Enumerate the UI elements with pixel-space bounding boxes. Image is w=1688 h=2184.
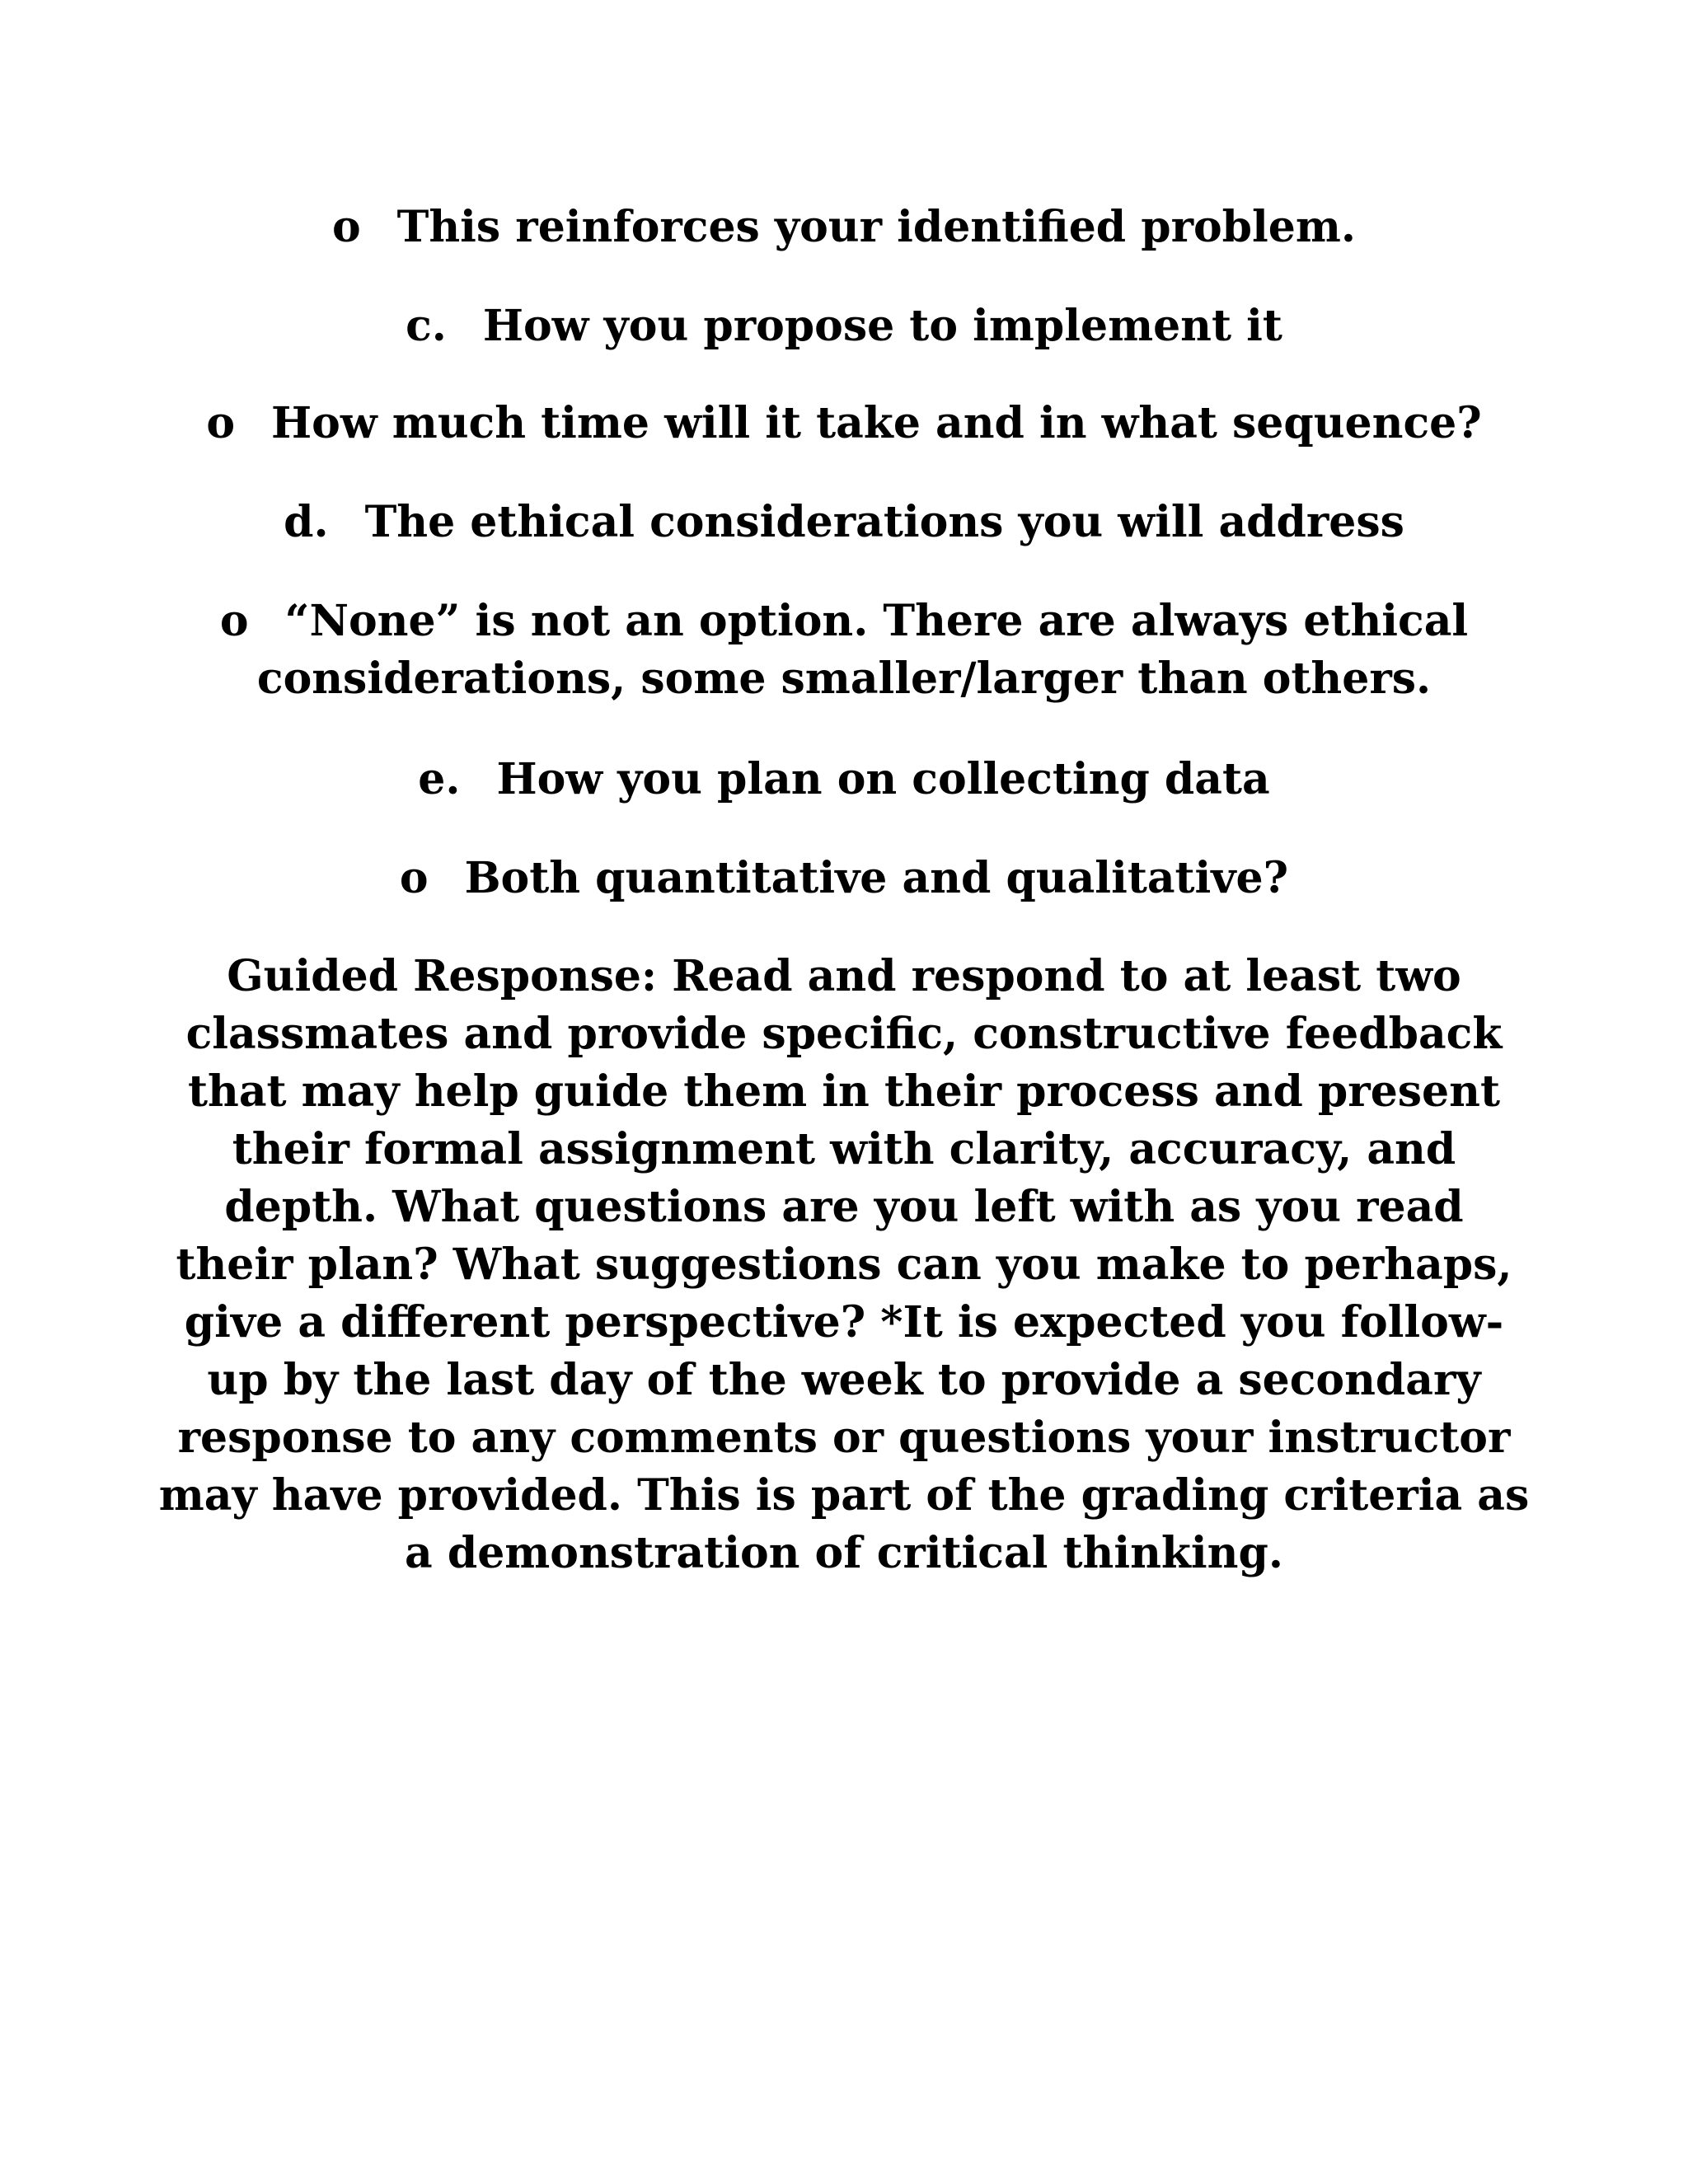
- bullet-item: [0, 592, 1688, 651]
- item-letter: c.: [406, 301, 447, 351]
- bullet-item: [0, 849, 1688, 908]
- bullet-marker: o: [206, 398, 236, 448]
- paragraph-line: a demonstration of critical thinking.: [405, 1528, 1283, 1578]
- bullet-marker: o: [331, 202, 361, 252]
- item-text: The ethical considerations you will address: [364, 497, 1404, 547]
- paragraph-line: may have provided. This is part of the grading criteria as: [158, 1470, 1530, 1521]
- item-letter: e.: [418, 754, 461, 804]
- paragraph-line: that may help guide them in their process and present: [188, 1066, 1500, 1117]
- paragraph-line: response to any comments or questions your instructor: [177, 1413, 1511, 1463]
- item-letter: d.: [284, 497, 329, 547]
- paragraph-line: depth. What questions are you left with as you read: [224, 1182, 1464, 1232]
- item-text: How you propose to implement it: [482, 301, 1282, 351]
- lettered-item-e: [0, 750, 1688, 809]
- lettered-item-d: [0, 493, 1688, 552]
- bullet-text: Both quantitative and qualitative?: [464, 853, 1289, 903]
- bullet-text: How much time will it take and in what sequence?: [271, 398, 1482, 448]
- bullet-item: [0, 394, 1688, 453]
- bullet-text: “None” is not an option. There are always ethical: [284, 596, 1469, 646]
- paragraph-line: their plan? What suggestions can you make to perhaps,: [176, 1240, 1512, 1290]
- bullet-marker: o: [219, 596, 249, 646]
- item-text: How you plan on collecting data: [496, 754, 1270, 804]
- paragraph-line: up by the last day of the week to provide a secondary: [207, 1355, 1481, 1405]
- paragraph-line: give a different perspective? *It is expected you follow-: [184, 1297, 1504, 1347]
- lettered-item-c: [0, 297, 1688, 356]
- guided-response-paragraph: [0, 948, 1688, 1582]
- bullet-text: This reinforces your identified problem.: [396, 202, 1357, 252]
- bullet-item-continuation: [0, 649, 1688, 709]
- bullet-marker: o: [399, 853, 429, 903]
- bullet-text-continuation: considerations, some smaller/larger than others.: [256, 654, 1432, 704]
- paragraph-line: their formal assignment with clarity, accuracy, and: [232, 1124, 1456, 1174]
- paragraph-line: Guided Response: Read and respond to at least two: [227, 951, 1461, 1001]
- paragraph-line: classmates and provide specific, constructive feedback: [185, 1009, 1503, 1059]
- bullet-item: [0, 198, 1688, 257]
